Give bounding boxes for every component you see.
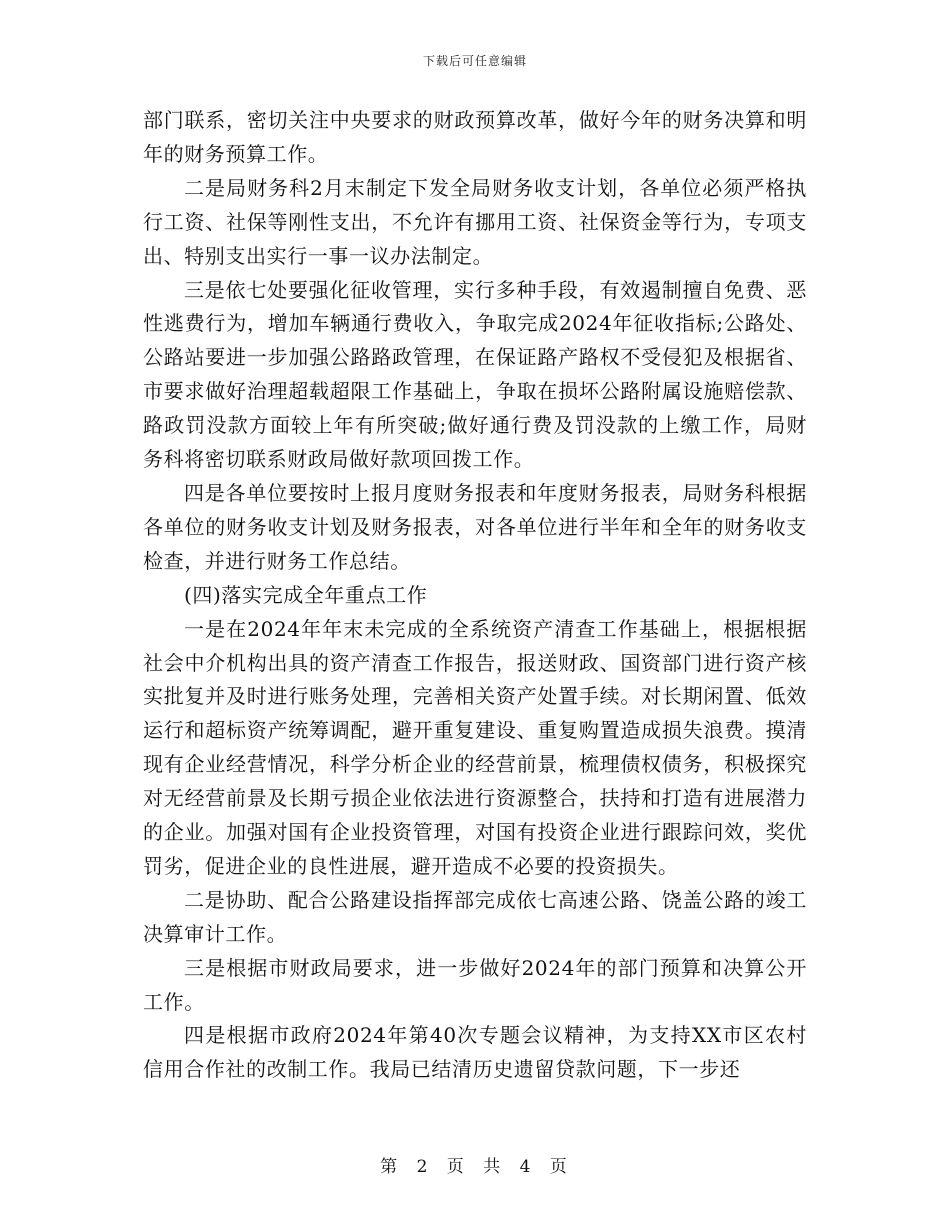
document-body xyxy=(143,104,807,1087)
paragraph: 二是协助、配合公路建设指挥部完成依七高速公路、饶盖公路的竣工决算审计工作。 xyxy=(143,887,807,946)
paragraph: 三是根据市财政局要求，进一步做好2024年的部门预算和决算公开工作。 xyxy=(143,955,807,1014)
paragraph: 一是在2024年年末未完成的全系统资产清查工作基础上，根据根据社会中介机构出具的资产清查工作报告，报送财政、国资部门进行资产核实批复并及时进行账务处理，完善相关资产处置手续。对长期闲置、低效运行和超标资产统筹调配，避开重复建设、重复购置造成损失浪费。摸清现有企业经营情况，科学分析企业的经营前景，梳理债权债务，积极探究对无经营前景及长期亏损企业依法进行资源整合，扶持和打造有进展潜力的企业。加强对国有企业投资管理，对国有投资企业进行跟踪问效，奖优罚劣，促进企业的良性进展，避开造成不必要的投资损失。 xyxy=(143,616,807,878)
paragraph: 二是局财务科2月末制定下发全局财务收支计划，各单位必须严格执行工资、社保等刚性支出，不允许有挪用工资、社保资金等行为，专项支出、特别支出实行一事一议办法制定。 xyxy=(143,175,807,268)
page-number-footer: 第 2 页 共 4 页 xyxy=(380,1157,570,1177)
paragraph: 部门联系，密切关注中央要求的财政预算改革，做好今年的财务决算和明年的财务预算工作。 xyxy=(143,108,807,166)
paragraph: 三是依七处要强化征收管理，实行多种手段，有效遏制擅自免费、恶性逃费行为，增加车辆通行费收入，争取完成2024年征收指标;公路处、公路站要进一步加强公路路政管理，在保证路产路权不受侵犯及根据省、市要求做好治理超载超限工作基础上，争取在损坏公路附属设施赔偿款、路政罚没款方面较上年有所突破;做好通行费及罚没款的上缴工作，局财务科将密切联系财政局做好款项回拨工作。 xyxy=(143,277,807,472)
paragraph: 四是各单位要按时上报月度财务报表和年度财务报表，局财务科根据各单位的财务收支计划及财务报表，对各单位进行半年和全年的财务收支检查，并进行财务工作总结。 xyxy=(143,480,807,573)
page-header: 下载后可任意编辑 xyxy=(422,54,527,68)
paragraph: 四是根据市政府2024年第40次专题会议精神，为支持XX市区农村信用合作社的改制工作。我局已结清历史遗留贷款问题，下一步还 xyxy=(143,1023,807,1082)
section-heading: (四)落实完成全年重点工作 xyxy=(184,582,428,607)
